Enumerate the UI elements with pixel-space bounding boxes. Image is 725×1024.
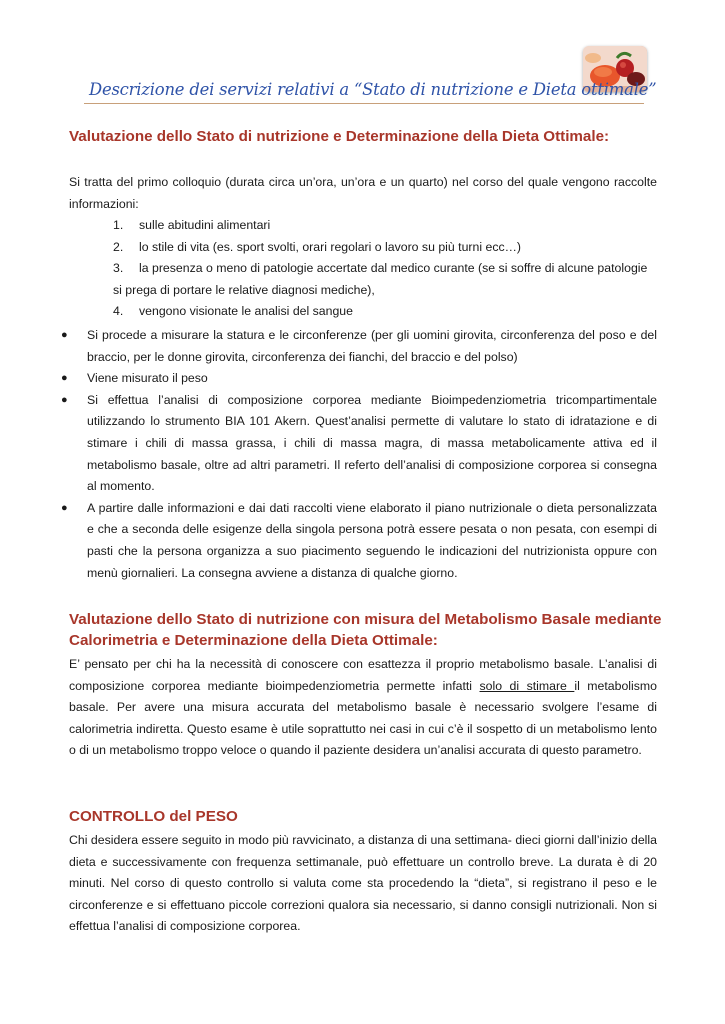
section-2-body [69, 654, 657, 762]
list-item [60, 390, 657, 498]
list-item-text: Si effettua l’analisi di composizione corporea mediante Bioimpedenziometria tricompartimentale utilizzando lo strumento BIA 101 Akern. Quest’analisi permette di valutare lo stato di idratazione e di stimare i chili di massa grassa, i chili di massa magra, di massa metabolicamente attiva ed il metabolismo basale, oltre ad altri parametri. Il referto dell’analisi di composizione corporea si consegna al momento. [87, 392, 657, 494]
section-2-heading: Valutazione dello Stato di nutrizione con misura del Metabolismo Basale mediante Calorimetria e Determinazione della Dieta Ottimale: [69, 611, 662, 649]
list-item [60, 368, 657, 390]
list-number: 2. [113, 239, 124, 254]
list-item-text: Si procede a misurare la statura e le circonferenze (per gli uomini girovita, circonferenza del poso e del braccio, per le donne girovita, circonferenza dei fianchi, del braccio e del polso) [87, 328, 657, 364]
section-2-underlined-text: solo di stimare [479, 678, 575, 693]
bullet-icon: ● [61, 329, 68, 341]
list-item-text: lo stile di vita (es. sport svolti, orari regolari o lavoro su più turni ecc…) [139, 239, 522, 254]
info-numbered-list [113, 215, 657, 323]
list-item-text: vengono visionate le analisi del sangue [139, 304, 353, 319]
section-2-text: E’ pensato per chi ha la necessità di conoscere con esattezza il proprio metabolismo basale. L’analisi di composizione corporea mediante bioimpedenziometria permette infatti [69, 657, 657, 693]
list-item-text: sulle abitudini alimentari [139, 218, 271, 232]
section-1-intro: Si tratta del primo colloquio (durata circa un’ora, un’ora e un quarto) nel corso del quale vengono raccolte informazioni: [69, 175, 657, 211]
list-item [113, 258, 657, 301]
section-1-heading: Valutazione dello Stato di nutrizione e Determinazione della Dieta Ottimale: [69, 128, 610, 145]
document-title: Descrizione dei servizi relativi a “Stato di nutrizione e Dieta ottimale” [89, 80, 657, 99]
procedure-bullet-list [60, 325, 657, 584]
list-number: 3. [113, 261, 124, 276]
list-item-text: Viene misurato il peso [87, 371, 208, 386]
section-3-heading: CONTROLLO del PESO [69, 808, 238, 825]
list-item [113, 301, 657, 323]
section-2-text-cont: il metabolismo basale. Per avere una misura accurata del metabolismo basale è necessario svolgere l’esame di calorimetria indiretta. Questo esame è utile soprattutto nei casi in cui c’è il sospetto di un metabolismo lento o di un metabolismo troppo veloce o quando il paziente desidera un’analisi accurata di questo parametro. [69, 678, 658, 758]
list-number: 1. [113, 218, 124, 232]
list-item-text-continued: si prega di portare le relative diagnosi mediche), [113, 282, 375, 297]
list-item [113, 215, 657, 237]
list-item [60, 325, 657, 368]
list-item [60, 498, 657, 584]
list-number: 4. [113, 304, 124, 319]
list-item-text: la presenza o meno di patologie accertate dal medico curante (se si soffre di alcune patologie [139, 261, 648, 276]
list-item-text: A partire dalle informazioni e dai dati raccolti viene elaborato il piano nutrizionale o dieta personalizzata e che a seconda delle esigenze della singola persona potrà essere pesata o non pesata, con esempi di pasti che la persona organizza a suo piacimento seguendo le indicazioni del nutrizionista oppure con menù giornalieri. La consegna avviene a distanza di qualche giorno. [87, 500, 657, 580]
list-item [113, 237, 657, 259]
bullet-icon: ● [61, 372, 68, 385]
bullet-icon: ● [61, 501, 68, 514]
bullet-icon: ● [61, 393, 68, 406]
title-divider [84, 103, 644, 104]
section-3-body: Chi desidera essere seguito in modo più ravvicinato, a distanza di una settimana- dieci giorni dall’inizio della dieta e successivamente con frequenza settimanale, può effettuare un controllo breve. La durata è di 20 minuti. Nel corso di questo controllo si valuta come sta procedendo la “dieta”, si registrano il peso e le circonferenze e si effettuano piccole correzioni qualora sia necessario, si danno consigli nutrizionali. Non si effettua l’analisi di composizione corporea. [69, 833, 657, 934]
